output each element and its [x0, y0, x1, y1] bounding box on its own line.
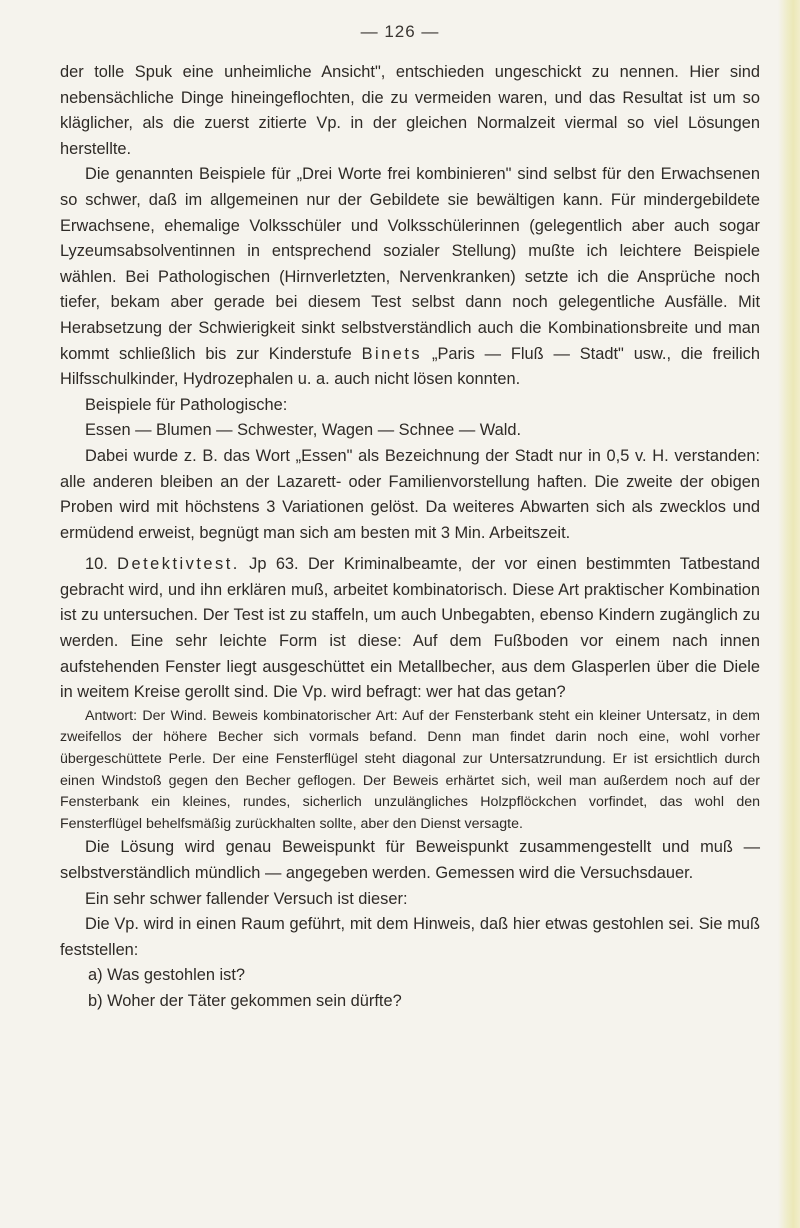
page-number: — 126 —	[360, 22, 440, 41]
paragraph-5: Dabei wurde z. B. das Wort „Essen" als Bezeichnung der Stadt nur in 0,5 v. H. verstanden: alle anderen bleiben an der Lazarett- oder Familienvorstellung haften. Die zweite der obigen Proben wird mit höchstens 3 Variationen gelöst. Da weiteres Abwarten sich als zwecklos und ermüdend erweist, begnügt man sich am besten mit 3 Min. Arbeitszeit.	[60, 446, 760, 542]
paragraph-8: Die Lösung wird genau Beweispunkt für Beweispunkt zusammengestellt und muß — selbstverständlich mündlich — angegeben werden. Gemessen wird die Versuchsdauer.	[60, 838, 760, 882]
list-item-a: a) Was gestohlen ist?	[88, 966, 245, 985]
body-text	[60, 60, 760, 1015]
section-number: 10.	[85, 555, 118, 574]
list-item-b: b) Woher der Täter gekommen sein dürfte?	[88, 991, 402, 1010]
paragraph-6	[60, 552, 760, 706]
paragraph-2-rest: „Paris — Fluß — Stadt" usw., die freilich Hilfsschulkinder, Hydrozephalen u. a. auch nicht lösen konnten.	[60, 344, 760, 389]
paragraph-3: Beispiele für Pathologische:	[85, 395, 288, 414]
paragraph-1: der tolle Spuk eine unheimliche Ansicht", entschieden ungeschickt zu nennen. Hier sind nebensächliche Dinge hineingeflochten, die zu vermeiden waren, und das Resultat ist um so kläglicher, als die zuerst zitierte Vp. in der gleichen Normalzeit viermal so viel Lösungen herstellte.	[60, 63, 760, 158]
section-reference: Jp 63.	[239, 555, 299, 574]
paragraph-2-text: Die genannten Beispiele für „Drei Worte frei kombinieren" sind selbst für den Erwachsenen so schwer, daß im allgemeinen nur der Gebildete sie bewältigen kann. Für mindergebildete Erwachsene, ehemalige Volksschüler und Volksschülerinnen (gelegentlich aber auch sogar Lyzeumsabsolventinnen in entsprechend sozialer Stellung) mußte ich leichtere Beispiele wählen. Bei Pathologischen (Hirnverletzten, Nervenkranken) setzte ich die Ansprüche noch tiefer, bekam aber gerade bei diesem Test selbst dann noch gelegentliche Ausfälle. Mit Herabsetzung der Schwierigkeit sinkt selbstverständlich auch die Kombinationsbreite und man kommt schließlich bis zur Kinderstufe	[60, 165, 760, 363]
paragraph-2	[60, 162, 760, 392]
paragraph-9: Ein sehr schwer fallender Versuch ist dieser:	[85, 889, 408, 908]
paragraph-4: Essen — Blumen — Schwester, Wagen — Schnee — Wald.	[85, 421, 522, 440]
paragraph-7: Antwort: Der Wind. Beweis kombinatorischer Art: Auf der Fensterbank steht ein kleiner Untersatz, in dem zweifellos der höhere Becher sich vormals befand. Denn man findet darin noch eine, wohl vorher übergeschüttete Perle. Der eine Fensterflügel steht diagonal zur Untersatzrundung. Er ist ersichtlich durch einen Windstoß gegen den Becher geflogen. Der Beweis erhärtet sich, weil man außerdem noch auf der Fensterbank ein kleines, rundes, sicherlich unzulängliches Holzpflöckchen vorfindet, das wohl den Fensterflügel behelfsmäßig zurückhalten sollte, aber den Dienst versagte.	[60, 707, 760, 832]
section-title: Detektivtest.	[117, 555, 240, 574]
binet-name: Binets	[361, 344, 423, 363]
paragraph-6-text: Der Kriminalbeamte, der vor einen bestimmten Tatbestand gebracht wird, und ihn erklären muß, arbeitet kombinatorisch. Diese Art praktischer Kombination ist zu untersuchen. Der Test ist zu staffeln, um auch Unbegabten, ebenso Kindern zugänglich zu werden. Eine sehr leichte Form ist diese: Auf dem Fußboden vor einem nach innen aufstehenden Fenster liegt ausgeschüttet ein Metallbecher, aus dem Glasperlen über die Diele in weitem Kreise gerollt sind. Die Vp. wird befragt: wer hat das getan?	[60, 555, 760, 702]
page-edge-stain	[778, 0, 800, 1228]
paragraph-10: Die Vp. wird in einen Raum geführt, mit dem Hinweis, daß hier etwas gestohlen sei. Sie muß feststellen:	[60, 915, 760, 959]
